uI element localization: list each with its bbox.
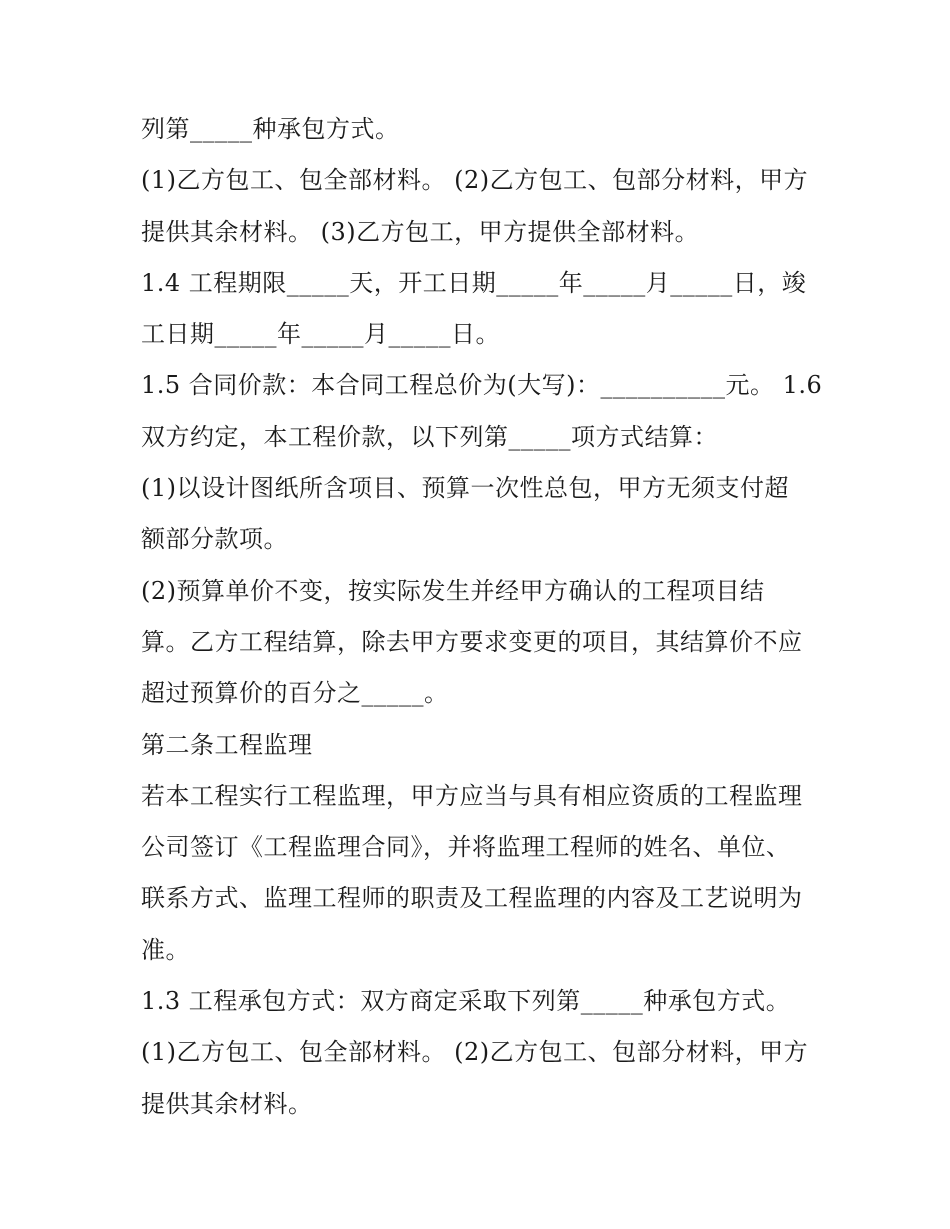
text-line: 联系方式、监理工程师的职责及工程监理的内容及工艺说明为 — [141, 884, 803, 913]
text-line: 1.3 工程承包方式：双方商定采取下列第_____种承包方式。 — [141, 987, 791, 1016]
text-line: 提供其余材料。 — [141, 1089, 313, 1118]
text-line: (1)乙方包工、包全部材料。 (2)乙方包工、包部分材料，甲方 — [141, 166, 809, 195]
text-line: (1)以设计图纸所含项目、预算一次性总包，甲方无须支付超 — [141, 474, 789, 503]
text-line: 1.5 合同价款：本合同工程总价为(大写)：__________元。 1.6 — [141, 371, 823, 400]
document-body — [141, 104, 821, 1130]
text-line: 双方约定，本工程价款，以下列第_____项方式结算： — [141, 422, 718, 451]
text-line: (2)预算单价不变，按实际发生并经甲方确认的工程项目结 — [141, 576, 765, 605]
text-line: 列第_____种承包方式。 — [141, 115, 400, 143]
text-line: 额部分款项。 — [141, 525, 288, 554]
section-heading: 第二条工程监理 — [141, 730, 313, 759]
text-line: 提供其余材料。 (3)乙方包工，甲方提供全部材料。 — [141, 217, 700, 246]
text-line: 准。 — [141, 935, 190, 964]
text-line: 1.4 工程期限_____天，开工日期_____年_____月_____日，竣 — [141, 268, 807, 297]
text-line: (1)乙方包工、包全部材料。 (2)乙方包工、包部分材料，甲方 — [141, 1038, 809, 1067]
text-line: 公司签订《工程监理合同》，并将监理工程师的姓名、单位、 — [141, 833, 791, 862]
text-line: 若本工程实行工程监理，甲方应当与具有相应资质的工程监理 — [141, 781, 803, 810]
text-line: 工日期_____年_____月_____日。 — [141, 320, 500, 349]
text-line: 超过预算价的百分之_____。 — [141, 679, 449, 708]
text-line: 算。乙方工程结算，除去甲方要求变更的项目，其结算价不应 — [141, 627, 803, 656]
